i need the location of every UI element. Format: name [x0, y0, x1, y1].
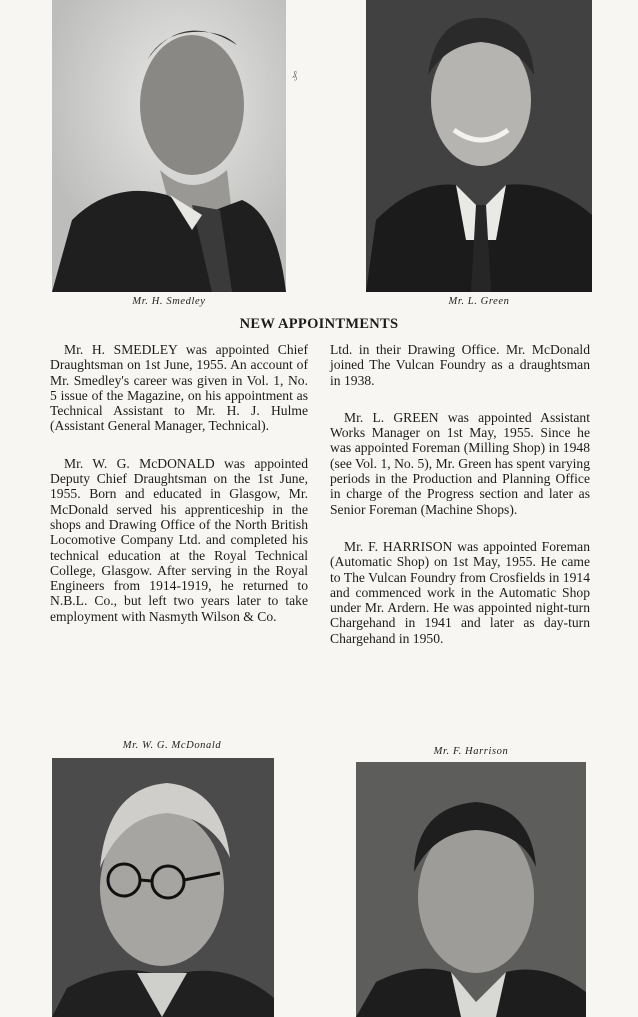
paragraph-mcdonald-continued: Ltd. in their Drawing Office. Mr. McDonald joined The Vulcan Foundry as a draughtsman in 1938. — [330, 342, 590, 388]
caption-smedley: Mr. H. Smedley — [132, 296, 206, 307]
page-title: NEW APPOINTMENTS — [239, 316, 399, 332]
stray-mark: ₰ — [292, 70, 297, 81]
portrait-mcdonald — [52, 758, 274, 1017]
left-column — [50, 342, 308, 646]
paragraph-harrison: Mr. F. HARRISON was appointed Foreman (Automatic Shop) on 1st May, 1955. He came to The Vulcan Foundry from Crosfields in 1914 and commenced work in the Automatic Shop under Mr. Ardern. He was appointed night-turn Chargehand in 1941 and later as day-turn Chargehand in 1950. — [330, 538, 590, 646]
paragraph-mcdonald: Mr. W. G. McDONALD was appointed Deputy Chief Draughtsman on the 1st June, 1955. Born and educated in Glasgow, Mr. McDonald served his apprenticeship in the shops and Drawing Office of the North British Locomotive Company Ltd. and completed his technical education at the Royal Technical College, Glasgow. After serving in the Royal Engineers from 1914-1919, he returned to N.B.L. Co., but left two years later to take employment with Nasmyth Wilson & Co. — [50, 455, 308, 624]
right-column — [330, 342, 590, 668]
portrait-harrison — [356, 762, 586, 1017]
caption-mcdonald: Mr. W. G. McDonald — [122, 740, 222, 751]
caption-harrison: Mr. F. Harrison — [433, 746, 509, 757]
paragraph-green: Mr. L. GREEN was appointed Assistant Works Manager on 1st May, 1955. Since he was appointed Foreman (Milling Shop) in 1948 (see Vol. 1, No. 5), Mr. Green has spent varying periods in the Production and Planning Office in charge of the Progress section and later as Senior Foreman (Machine Shops). — [330, 409, 590, 517]
caption-green: Mr. L. Green — [448, 296, 510, 307]
portrait-smedley — [52, 0, 286, 292]
portrait-green — [366, 0, 592, 292]
paragraph-smedley: Mr. H. SMEDLEY was appointed Chief Draughtsman on 1st June, 1955. An account of Mr. Smedley's career was given in Vol. 1, No. 5 issue of the Magazine, on his appointment as Technical Assistant to Mr. H. J. Hulme (Assistant General Manager, Technical). — [50, 342, 308, 434]
